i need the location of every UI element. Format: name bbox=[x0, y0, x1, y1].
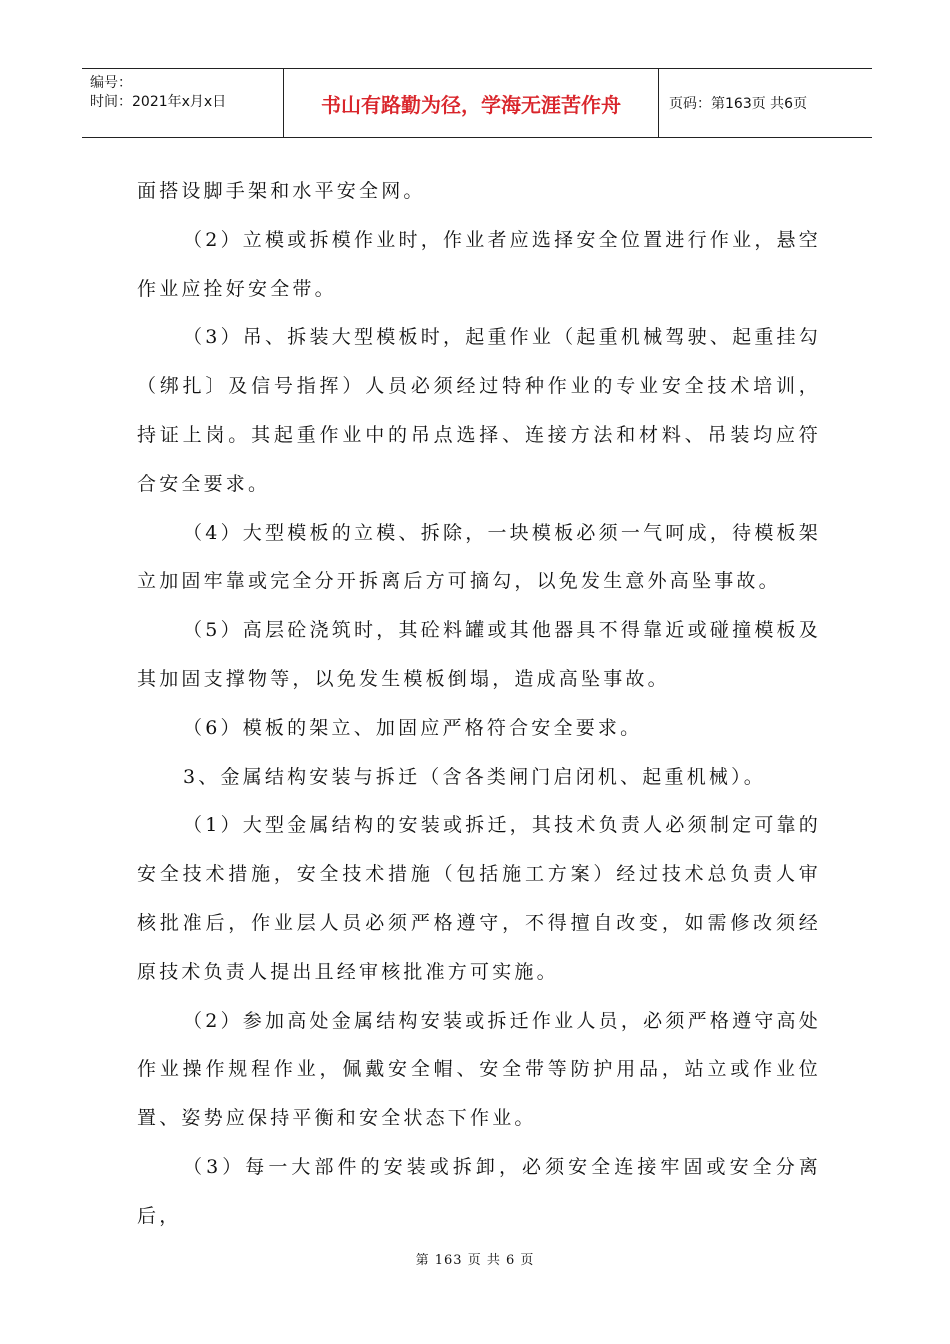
paragraph: （5）高层砼浇筑时，其砼料罐或其他器具不得靠近或碰撞模板及其加固支撑物等，以免发生模板倒塌，造成高坠事故。 bbox=[137, 619, 821, 690]
header-meta bbox=[82, 69, 284, 137]
paragraph: （2）参加高处金属结构安装或拆迁作业人员，必须严格遵守高处作业操作规程作业，佩戴安全帽、安全带等防护用品，站立或作业位置、姿势应保持平衡和安全状态下作业。 bbox=[137, 1009, 821, 1130]
paragraph: （1）大型金属结构的安装或拆迁，其技术负责人必须制定可靠的安全技术措施，安全技术措施（包括施工方案）经过技术总负责人审核批准后，作业层人员必须严格遵守，不得擅自改变，如需修改须经原技术负责人提出且经审核批准方可实施。 bbox=[137, 814, 821, 983]
document-time-label: 时间：2021年x月x日 bbox=[90, 94, 227, 110]
header-page-info: 页码：第163页 共6页 bbox=[669, 96, 808, 112]
document-number-label: 编号： bbox=[90, 75, 132, 91]
paragraph: （6）模板的架立、加固应严格符合安全要求。 bbox=[183, 716, 643, 739]
document-header bbox=[82, 68, 872, 138]
page-footer: 第 163 页 共 6 页 bbox=[415, 1253, 535, 1268]
paragraph: （2）立模或拆模作业时，作业者应选择安全位置进行作业，悬空作业应拴好安全带。 bbox=[137, 228, 821, 300]
paragraph: 面搭设脚手架和水平安全网。 bbox=[137, 180, 426, 202]
paragraph: （3）吊、拆装大型模板时，起重作业（起重机械驾驶、起重挂勾（绑扎〕及信号指挥）人员必须经过特种作业的专业安全技术培训，持证上岗。其起重作业中的吊点选择、连接方法和材料、吊装均应符合安全要求。 bbox=[137, 326, 821, 495]
document-body bbox=[137, 167, 821, 1241]
header-motto: 书山有路勤为径，学海无涯苦作舟 bbox=[284, 69, 659, 137]
section-heading: 3、金属结构安装与拆迁（含各类闸门启闭机、起重机械）。 bbox=[183, 765, 766, 788]
paragraph: （3）每一大部件的安装或拆卸，必须安全连接牢固或安全分离后， bbox=[137, 1155, 821, 1227]
paragraph: （4）大型模板的立模、拆除，一块模板必须一气呵成，待模板架立加固牢靠或完全分开拆离后方可摘勾，以免发生意外高坠事故。 bbox=[137, 521, 821, 593]
